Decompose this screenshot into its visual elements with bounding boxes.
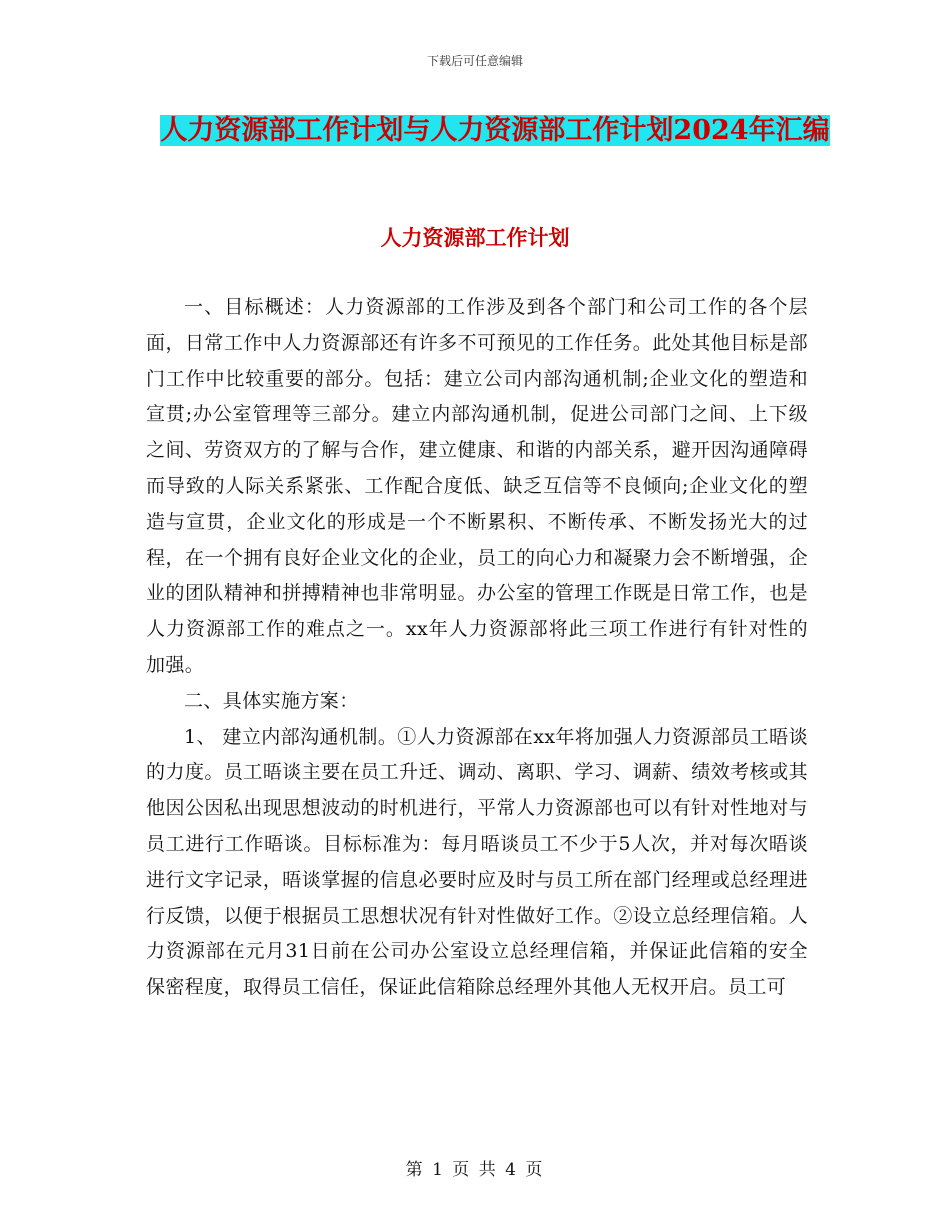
document-body — [146, 290, 808, 1006]
paragraph-objectives: 一、目标概述：人力资源部的工作涉及到各个部门和公司工作的各个层面，日常工作中人力资源部还有许多不可预见的工作任务。此处其他目标是部门工作中比较重要的部分。包括：建立公司内部沟通机制;企业文化的塑造和宣贯;办公室管理等三部分。建立内部沟通机制，促进公司部门之间、上下级之间、劳资双方的了解与合作，建立健康、和谐的内部关系，避开因沟通障碍而导致的人际关系紧张、工作配合度低、缺乏互信等不良倾向;企业文化的塑造与宣贯，企业文化的形成是一个不断累积、不断传承、不断发扬光大的过程，在一个拥有良好企业文化的企业，员工的向心力和凝聚力会不断增强，企业的团队精神和拼搏精神也非常明显。办公室的管理工作既是日常工作，也是人力资源部工作的难点之一。xx年人力资源部将此三项工作进行有针对性的加强。 — [146, 296, 808, 676]
document-title — [150, 108, 840, 154]
paragraph-plan-heading: 二、具体实施方案： — [184, 689, 359, 712]
section-title: 人力资源部工作计划 — [380, 225, 570, 250]
document-title-text: 人力资源部工作计划与人力资源部工作计划2024年汇编 — [160, 115, 830, 146]
header-note: 下载后可任意编辑 — [426, 54, 523, 68]
page-number: 第 1 页 共 4 页 — [405, 1160, 545, 1180]
paragraph-communication: 1、 建立内部沟通机制。①人力资源部在xx年将加强人力资源部员工晤谈的力度。员工晤谈主要在员工升迁、调动、离职、学习、调薪、绩效考核或其他因公因私出现思想波动的时机进行，平常人力资源部也可以有针对性地对与员工进行工作晤谈。目标标准为：每月晤谈员工不少于5人次，并对每次晤谈进行文字记录，晤谈掌握的信息必要时应及时与员工所在部门经理或总经理进行反馈，以便于根据员工思想状况有针对性做好工作。②设立总经理信箱。人力资源部在元月31日前在公司办公室设立总经理信箱，并保证此信箱的安全保密程度，取得员工信任，保证此信箱除总经理外其他人无权开启。员工可 — [146, 725, 808, 999]
